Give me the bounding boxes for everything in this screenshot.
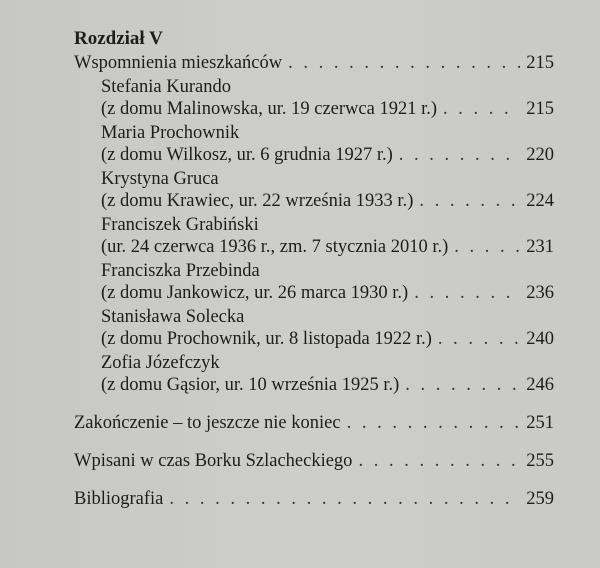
- table-of-contents: [74, 28, 554, 511]
- dot-leader: [443, 98, 520, 121]
- entry-detail-row: [101, 98, 554, 121]
- page-number: 220: [526, 145, 554, 165]
- entry-detail: (z domu Krawiec, ur. 22 września 1933 r.): [101, 191, 414, 211]
- page-number: 259: [526, 489, 554, 509]
- toc-row-conclusion: [74, 412, 554, 435]
- entry-name: Franciszek Grabiński: [101, 215, 259, 235]
- toc-entry: [101, 76, 554, 121]
- toc-entry: [101, 214, 554, 259]
- dot-leader: [419, 190, 520, 213]
- section-gap: [74, 397, 554, 412]
- back-matter-title: Zakończenie – to jeszcze nie koniec: [74, 413, 341, 433]
- dot-leader: [405, 374, 520, 397]
- entry-detail: (z domu Prochownik, ur. 8 listopada 1922 r.): [101, 329, 432, 349]
- dot-leader: [347, 412, 521, 435]
- toc-row-list: [74, 450, 554, 473]
- toc-entry: [101, 122, 554, 167]
- page-number: 246: [526, 375, 554, 395]
- toc-entry: [101, 306, 554, 351]
- entry-name: Maria Prochownik: [101, 123, 240, 143]
- page-number: 255: [526, 451, 554, 471]
- page-number: 231: [526, 237, 554, 257]
- entry-detail-row: [101, 190, 554, 213]
- entry-detail-row: [101, 144, 554, 167]
- dot-leader: [358, 450, 520, 473]
- chapter-title: Wspomnienia mieszkańców: [74, 53, 283, 73]
- page-number: 236: [526, 283, 554, 303]
- section-gap: [74, 473, 554, 488]
- dot-leader: [288, 52, 520, 75]
- dot-leader: [438, 328, 520, 351]
- chapter-heading: Rozdział V: [74, 28, 163, 49]
- entry-detail: (ur. 24 czerwca 1936 r., zm. 7 stycznia 2010 r.): [101, 237, 449, 257]
- dot-leader: [399, 144, 520, 167]
- entry-name: Zofia Józefczyk: [101, 353, 220, 373]
- toc-entry: [101, 260, 554, 305]
- page-number: 240: [526, 329, 554, 349]
- entry-name: Stefania Kurando: [101, 77, 231, 97]
- toc-row-bibliography: [74, 488, 554, 511]
- toc-entry: [101, 352, 554, 397]
- dot-leader: [454, 236, 520, 259]
- entry-name: Stanisława Solecka: [101, 307, 245, 327]
- chapter-entries: [74, 76, 554, 397]
- chapter-title-row: [74, 52, 554, 75]
- toc-entry: [101, 168, 554, 213]
- entry-detail-row: [101, 328, 554, 351]
- entry-detail: (z domu Wilkosz, ur. 6 grudnia 1927 r.): [101, 145, 393, 165]
- dot-leader: [169, 488, 520, 511]
- back-matter-title: Wpisani w czas Borku Szlacheckiego: [74, 451, 353, 471]
- entry-detail: (z domu Jankowicz, ur. 26 marca 1930 r.): [101, 283, 409, 303]
- dot-leader: [414, 282, 520, 305]
- entry-detail: (z domu Gąsior, ur. 10 września 1925 r.): [101, 375, 400, 395]
- page-number: 251: [526, 413, 554, 433]
- page-number: 215: [526, 53, 554, 73]
- entry-detail-row: [101, 236, 554, 259]
- page-number: 215: [526, 99, 554, 119]
- page-number: 224: [526, 191, 554, 211]
- entry-name: Franciszka Przebinda: [101, 261, 260, 281]
- entry-detail-row: [101, 374, 554, 397]
- entry-name: Krystyna Gruca: [101, 169, 219, 189]
- back-matter-title: Bibliografia: [74, 489, 164, 509]
- entry-detail-row: [101, 282, 554, 305]
- entry-detail: (z domu Malinowska, ur. 19 czerwca 1921 r.): [101, 99, 437, 119]
- section-gap: [74, 435, 554, 450]
